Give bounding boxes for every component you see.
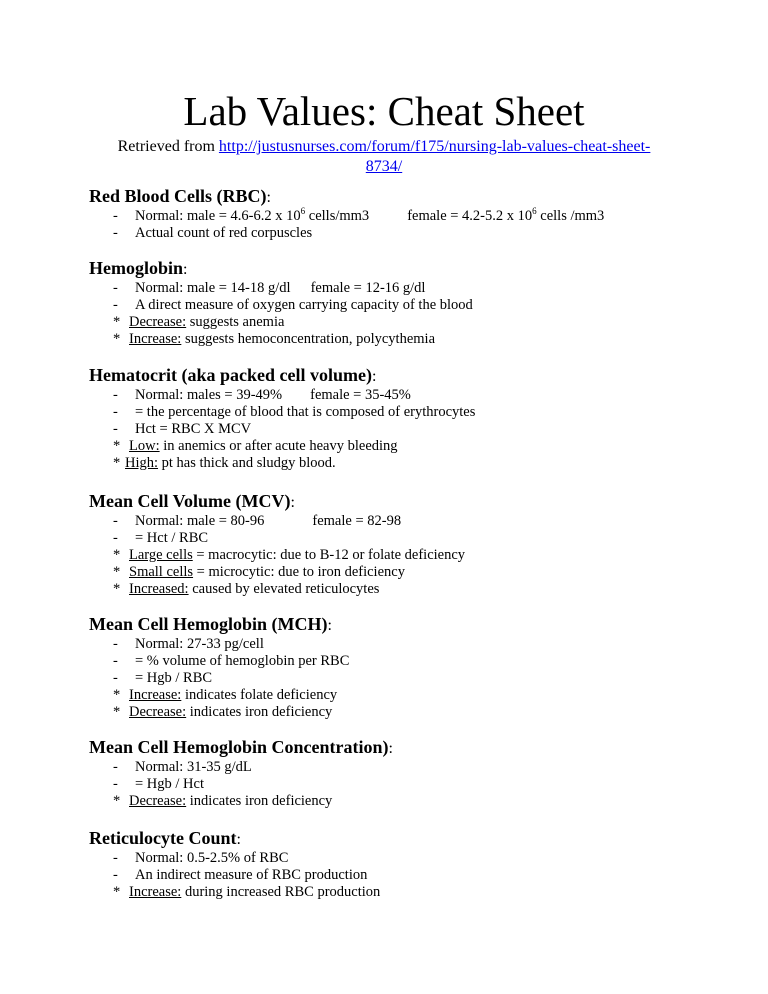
list-item: - = Hgb / RBC	[89, 670, 709, 687]
asterisk-bullet: *	[113, 687, 121, 703]
list-item: * Increased: caused by elevated reticulocytes	[89, 581, 709, 598]
source-prefix: Retrieved from	[117, 138, 219, 155]
list-item: - Normal: male = 4.6-6.2 x $10^6$ cells/mm3 female = 4.2-5.2 x $10^6$ cells /mm3	[89, 208, 709, 225]
asterisk-bullet: *	[113, 314, 121, 330]
section-hemoglobin	[89, 258, 709, 348]
dash-bullet: -	[113, 387, 118, 403]
list-item: - Hct = RBC X MCV	[89, 421, 709, 438]
section-rbc	[89, 186, 709, 242]
dash-bullet: -	[113, 776, 118, 792]
list-item: - = Hgb / Hct	[89, 776, 709, 793]
list-item: * Large cells = macrocytic: due to B-12 or folate deficiency	[89, 547, 709, 564]
list-item: * Low: in anemics or after acute heavy bleeding	[89, 438, 709, 455]
list-item: - Normal: male = 14-18 g/dl female = 12-16 g/dl	[89, 280, 709, 297]
dash-bullet: -	[113, 404, 118, 420]
asterisk-bullet: *	[113, 704, 121, 720]
asterisk-bullet: *	[113, 564, 121, 580]
asterisk-bullet: *	[113, 884, 121, 900]
asterisk-bullet: *	[113, 331, 121, 347]
dash-bullet: -	[113, 421, 118, 437]
dash-bullet: -	[113, 653, 118, 669]
section-mch	[89, 614, 709, 721]
dash-bullet: -	[113, 208, 118, 224]
dash-bullet: -	[113, 636, 118, 652]
section-mchc	[89, 737, 709, 810]
dash-bullet: -	[113, 867, 118, 883]
list-item: * High: pt has thick and sludgy blood.	[89, 455, 709, 472]
source-line	[80, 137, 688, 177]
page-title: Lab Values: Cheat Sheet	[183, 88, 585, 134]
section-heading: Hematocrit (aka packed cell volume):	[89, 365, 377, 385]
asterisk-bullet: *	[113, 438, 121, 454]
list-item: - = % volume of hemoglobin per RBC	[89, 653, 709, 670]
list-item: * Increase: indicates folate deficiency	[89, 687, 709, 704]
asterisk-bullet: *	[113, 455, 121, 471]
dash-bullet: -	[113, 530, 118, 546]
list-item: * Decrease: indicates iron deficiency	[89, 704, 709, 721]
section-heading: Red Blood Cells (RBC):	[89, 186, 271, 206]
list-item: - A direct measure of oxygen carrying capacity of the blood	[89, 297, 709, 314]
list-item: - Normal: 27-33 pg/cell	[89, 636, 709, 653]
section-heading: Reticulocyte Count:	[89, 828, 241, 848]
list-item: - Normal: 31-35 g/dL	[89, 759, 709, 776]
section-heading: Hemoglobin:	[89, 258, 188, 278]
dash-bullet: -	[113, 225, 118, 241]
dash-bullet: -	[113, 280, 118, 296]
dash-bullet: -	[113, 513, 118, 529]
list-item: * Increase: suggests hemoconcentration, polycythemia	[89, 331, 709, 348]
dash-bullet: -	[113, 670, 118, 686]
source-link-line2: 8734/	[365, 158, 403, 175]
section-mcv	[89, 491, 709, 598]
asterisk-bullet: *	[113, 547, 121, 563]
section-hematocrit	[89, 365, 709, 472]
source-link-line1: http://justusnurses.com/forum/f175/nursing-lab-values-cheat-sheet-	[218, 138, 651, 155]
source-link[interactable]	[219, 138, 650, 175]
list-item: - Normal: 0.5-2.5% of RBC	[89, 850, 709, 867]
list-item: - Normal: male = 80-96 female = 82-98	[89, 513, 709, 530]
list-item: * Decrease: suggests anemia	[89, 314, 709, 331]
list-item: * Increase: during increased RBC production	[89, 884, 709, 901]
list-item: - An indirect measure of RBC production	[89, 867, 709, 884]
dash-bullet: -	[113, 297, 118, 313]
asterisk-bullet: *	[113, 793, 121, 809]
list-item: - = Hct / RBC	[89, 530, 709, 547]
list-item: * Small cells = microcytic: due to iron deficiency	[89, 564, 709, 581]
section-heading: Mean Cell Volume (MCV):	[89, 491, 295, 511]
section-heading: Mean Cell Hemoglobin (MCH):	[89, 614, 332, 634]
asterisk-bullet: *	[113, 581, 121, 597]
list-item: * Decrease: indicates iron deficiency	[89, 793, 709, 810]
list-item: - Actual count of red corpuscles	[89, 225, 709, 242]
dash-bullet: -	[113, 850, 118, 866]
dash-bullet: -	[113, 759, 118, 775]
list-item: - Normal: males = 39-49% female = 35-45%	[89, 387, 709, 404]
list-item: - = the percentage of blood that is composed of erythrocytes	[89, 404, 709, 421]
section-heading: Mean Cell Hemoglobin Concentration):	[89, 737, 393, 757]
section-reticulocyte	[89, 828, 709, 901]
